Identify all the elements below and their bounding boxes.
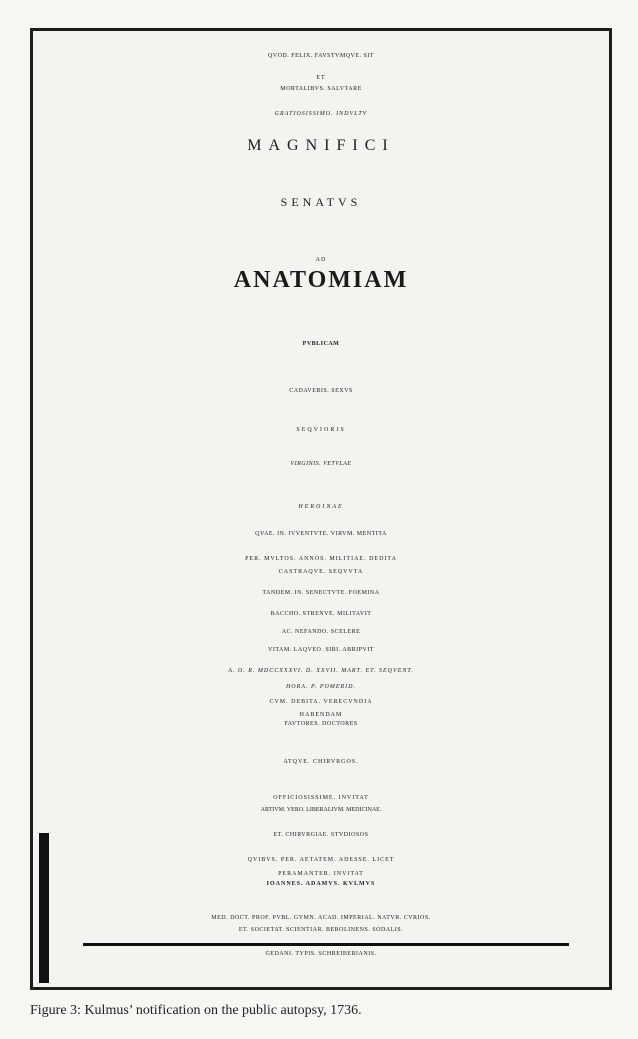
line-17: TANDEM. IN. SENECTVTE. FOEMINA: [262, 590, 380, 596]
line-7: AD: [315, 257, 327, 263]
line-4: GRATIOSISSIMO. INDVLTV: [274, 111, 368, 117]
line-34: ET. SOCIETAT. SCIENTIAR. BEROLINENS. SODALIS.: [238, 927, 404, 933]
line-9: PVBLICAM: [302, 341, 340, 347]
margin-bar: [39, 833, 49, 983]
line-16: CASTRAQVE. SEQVVTA: [278, 569, 364, 575]
line-12: VIRGINIS. VETVLAE: [290, 461, 352, 467]
line-20: VITAM. LAQVEO. SIBI. ABRIPVIT: [267, 647, 375, 653]
line-25: FAVTORES. DOCTORES: [284, 721, 358, 727]
printer-rule: [83, 943, 569, 946]
line-14: QVAE. IN. IVVENTVTE. VIRVM. MENTITA: [255, 531, 387, 537]
line-3: MORTALIBVS. SALVTARE: [280, 86, 362, 92]
line-24: HABENDAM: [299, 712, 343, 718]
line-6: SENATVS: [280, 195, 362, 209]
line-35: GEDANI. TYPIS. SCHREIBERIANIS.: [265, 951, 377, 957]
line-18: BACCHO. STRENVE. MILITAVIT: [270, 611, 372, 617]
line-11: SEQVIORIS: [296, 427, 346, 433]
line-31: PERAMANTER. INVITAT: [278, 871, 364, 877]
line-28: ARTIVM. VERO. LIBERALIVM. MEDICINAE.: [260, 807, 382, 813]
line-21: A. O. R. MDCCXXXVI. D. XXVII. MART. ET. SEQVENT.: [228, 668, 414, 674]
printed-broadside: [30, 28, 612, 990]
line-32: IOANNES. ADAMVS. KVLMVS: [266, 881, 376, 887]
line-30: QVIBVS. PER. AETATEM. ADESSE. LICET: [247, 857, 395, 863]
line-2: ET: [316, 75, 326, 81]
line-27: OFFICIOSISSIME. INVITAT: [273, 795, 369, 801]
line-5: MAGNIFICI: [247, 137, 395, 154]
line-10: CADAVERIS. SEXVS: [289, 388, 353, 394]
line-1: QVOD. FELIX. FAVSTVMQVE. SIT: [267, 53, 375, 59]
line-26: ATQVE. CHIRVRGOS.: [283, 759, 359, 765]
line-23: CVM. DEBITA. VERECVNDIA: [269, 699, 373, 705]
line-33: MED. DOCT. PROF. PVBL. GYMN. ACAD. IMPERIAL. NATVR. CVRIOS.: [211, 915, 431, 921]
line-8: ANATOMIAM: [233, 267, 409, 293]
figure-caption: Figure 3: Kulmus’ notification on the public autopsy, 1736.: [30, 1003, 362, 1018]
line-15: PER. MVLTOS. ANNOS. MILITIAE. DEDITA: [245, 556, 397, 562]
line-29: ET. CHIRVRGIAE. STVDIOSOS: [273, 832, 369, 838]
line-13: HEROINAE: [298, 504, 344, 510]
line-22: HORA. P. POMERID.: [285, 684, 357, 690]
line-19: AC. NEFANDO. SCELERE: [281, 629, 361, 635]
